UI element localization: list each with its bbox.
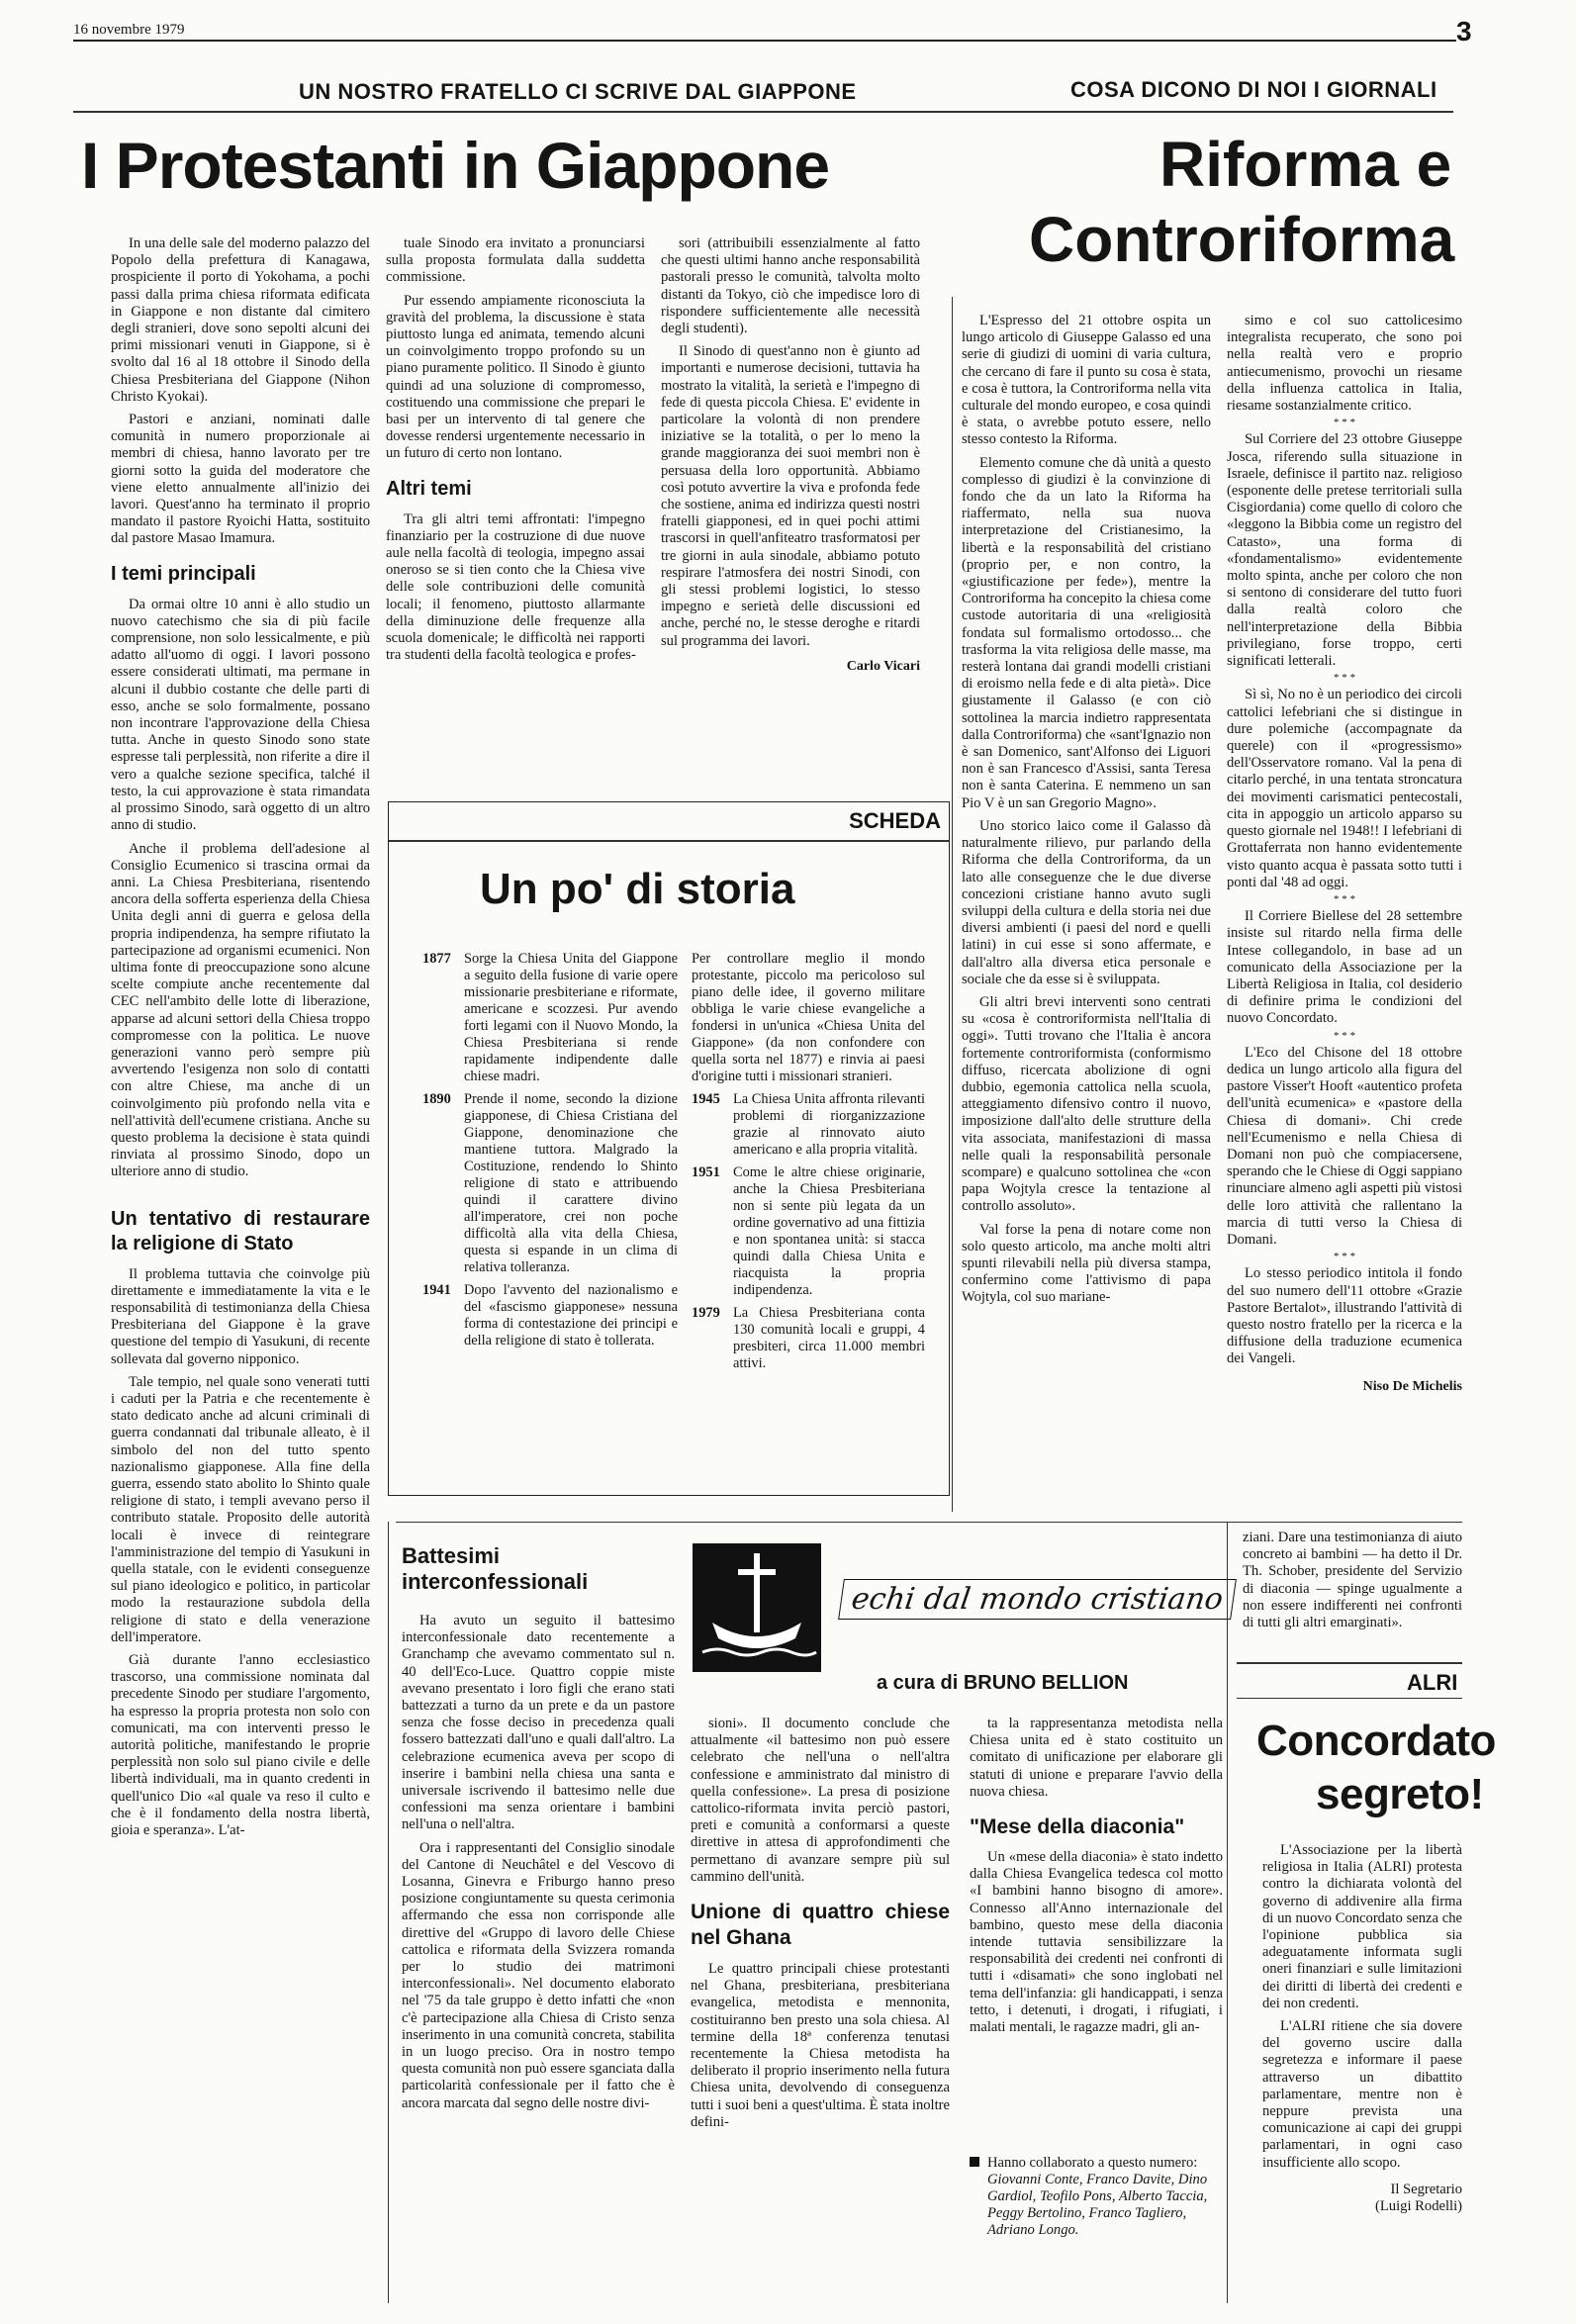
paragraph: ta la rappresentanza metodista nella Chiesa unita ed è stato costituito un comitato di unificazione per elaborare gli statuti di unione e preparare l'avvio della nuova chiesa. [970, 1716, 1223, 1800]
history-entry: 1941 Dopo l'avvento del nazionalismo e del «fascismo giapponese» nessuna forma di contestazione dei principi e della religione di stato è tollerata. [422, 1282, 678, 1348]
scheda-label: SCHEDA [849, 808, 941, 833]
subheading-restaurare: Un tentativo di restaurare la religione di Stato [111, 1207, 370, 1255]
history-entry: 1945 La Chiesa Unita affronta rilevanti problemi di riorganizzazione grazie al rinnovato aiuto americano e alla propria vitalità. [692, 1091, 925, 1158]
paragraph: simo e col suo cattolicesimo integralista recuperato, che sono poi nella realtà vero e proprio antiecumenismo, provochi un riesame della influenza cattolica in Italia, riesame sostanzialmente critico. [1227, 313, 1462, 415]
right-article-col2 [1227, 313, 1462, 1395]
separator: * * * [1334, 1251, 1355, 1263]
right-article-title-line2: Controriforma [1029, 204, 1455, 275]
paragraph: Pastori e anziani, nominati dalle comunità in numero proporzionale ai membri di chiesa, hanno lavorato per tre giorni sotto la guida del moderatore che viene eletto annualmente all'inizio dei lavori. Quest'anno ha terminato il proprio mandato il pastore Ryoichi Hatta, sostituito dal pastore Masao Imamura. [111, 412, 370, 547]
paragraph: Un «mese della diaconia» è stato indetto dalla Chiesa Evangelica tedesca col motto «I bambini hanno bisogno di amore». Connesso all'Anno internazionale del bambino, questo mese della diaconia intende tuttavia sensibilizzare la responsabilità dei credenti nei confronti di tutti i «disamati» che sono inglobati nel tema dell'infanzia: gli handicappati, i senza tetto, i detenuti, i drogati, i rifugiati, i malati mentali, le ragazze madri, gli an- [970, 1849, 1223, 2036]
left-article-col1 [111, 235, 370, 1839]
history-entry: 1890 Prende il nome, secondo la dizione giapponese, di Chiesa Cristiana del Giappone, denominazione che mantiene tuttora. Malgrado la Costituzione, rendendo lo Shinto religione di stato e attribuendo quindi il carattere divino all'imperatore, crei non poche difficoltà alla vita della Chiesa, questa si espande in un clima di relativa tolleranza. [422, 1091, 678, 1275]
scheda-title: Un po' di storia [480, 865, 795, 913]
paragraph: Già durante l'anno ecclesiastico trascorso, una commissione nominata dal precedente Sinodo per studiare l'argomento, ha espresso la propria protesta non solo con comunicati, ma con interventi presso le autorità politiche, manifestando le proprie perplessità non solo sul piano civile e delle libertà individuali, ma in quanto credenti in quell'unico Dio «al quale va reso il culto e che è il fondamento della nostra libertà, gioia e speranza». L'at- [111, 1652, 370, 1839]
separator: * * * [1334, 1029, 1355, 1042]
left-article-title: I Protestanti in Giappone [81, 129, 830, 202]
paragraph: Sul Corriere del 23 ottobre Giuseppe Josca, riferendo sulla situazione in Israele, definisce il partito naz. religioso (esponente delle pretese territoriali sulla Cisgiordania) come quello di coloro che «leggono la Bibbia come un registro del Catasto», una forma di «fondamentalismo» evidentemente molto spinta, anche per coloro che non si sentono di considerare del tutto fuori dalla realtà coloro che nell'interpretazione della Bibbia privilegiano, forse troppo, certi significati letterali. [1227, 431, 1462, 670]
left-article-col3 [661, 235, 920, 675]
paragraph: Pur essendo ampiamente riconosciuta la gravità del problema, la discussione è stata piuttosto lunga ed animata, temendo alcuni un coinvolgimento troppo profondo su un piano puramente politico. Il Sinodo è giunto quindi ad una soluzione di compromesso, costituendo una commissione che prepari le basi per un intervento di tal genere che dovesse rendersi urgentemente necessario in un futuro di certo non lontano. [386, 292, 645, 462]
collaborators-note: Hanno collaborato a questo numero: Giovanni Conte, Franco Davite, Dino Gardiol, Teofilo Pons, Alberto Taccia, Peggy Bertolino, Franco Tagliero, Adriano Longo. [970, 2155, 1223, 2239]
alri-sign-name: (Luigi Rodelli) [1375, 2198, 1462, 2215]
right-article-kicker: COSA DICONO DI NOI I GIORNALI [1070, 77, 1437, 102]
paragraph: L'ALRI ritiene che sia dovere del governo uscire dalla segretezza e informare il paese attraverso un dibattito parlamentare, mentre non è neppure prevista una comunicazione ai capi dei gruppi parlamentari, in ogni caso insufficiente allo scopo. [1262, 2018, 1462, 2171]
page-number: 3 [1456, 16, 1472, 46]
paragraph: Val forse la pena di notare come non solo questo articolo, ma anche molti altri spunti rilevabili nella più diversa stampa, confermino come l'attivismo di papa Wojtyla, col suo mariane- [962, 1221, 1211, 1306]
alri-rule [1227, 1522, 1228, 2303]
history-entry: 1877 Sorge la Chiesa Unita del Giappone a seguito della fusione di varie opere missionarie presbiteriane e riformate, americane e scozzesi. Pur avendo forti legami con il Nuovo Mondo, la Chiesa Presbiteriana si rende rapidamente indipendente dalle chiese madri. [422, 951, 678, 1084]
paragraph: Sì sì, No no è un periodico dei circoli cattolici lefebriani che si distingue in dure polemiche (accompagnate da querele) con il «progressismo» dell'Osservatore romano. Val la pena di citarlo perché, in una tentata stroncatura dei movimenti carismatici pentecostali, cita in appoggio un articolo apparso su questo giornale nel 1948!! I lefebriani di Grottaferrata non hanno evidentemente visto quanto acqua è passata sotto tutti i ponti dal '48 ad oggi. [1227, 687, 1462, 890]
ghana-subheading: Unione di quattro chiese nel Ghana [691, 1901, 950, 1950]
paragraph: Gli altri brevi interventi sono centrati su «cosa è controriformista nell'Italia di oggi». Tutti trovano che l'Italia è ancora fortemente controriformista (conformismo diffuso, ricercata abolizione di ogni dubbio, egemonia cattolica nella scuola, atteggiamento difensivo contro il nuovo, imposizione dall'alto delle strutture della vita associata, manifestazioni di massa nelle quali la responsabilità personale scompare) e qualcuno sottolinea che «con papa Wojtyla cresce la tentazione al controllo assoluto». [962, 993, 1211, 1215]
paragraph: L'Espresso del 21 ottobre ospita un lungo articolo di Giuseppe Galasso ed una serie di giudizi di uomini di varia cultura, che cercano di fare il punto su cosa è stata, e cosa è tuttora, la Controriforma nella vita culturale del mondo europeo, e cosa quindi è stata, o avrebbe potuto essere, nello stesso contesto la Riforma. [962, 313, 1211, 448]
boat-cross-icon [693, 1543, 821, 1672]
paragraph: sioni». Il documento conclude che attualmente «il battesimo non può essere celebrato che nell'una o nell'altra confessione e amministrato dal ministro di quella confessione». La presa di posizione cattolico-riformata invita perciò pastori, preti e comunità a conformarsi a queste direttive in attesa di approfondimenti che permettano di avanzare sempre più sul cammino dell'unità. [691, 1716, 950, 1885]
paragraph: Il Corriere Biellese del 28 settembre insiste sul ritardo nella firma delle Intese collegandolo, in base ad un comunicato della Associazione per la Libertà Religiosa in Italia, col desiderio di definire prima le condizioni del nuovo Concordato. [1227, 908, 1462, 1027]
issue-date: 16 novembre 1979 [73, 22, 185, 38]
alri-label-rule [1237, 1698, 1462, 1699]
alri-sign-role: Il Segretario [1390, 2181, 1462, 2197]
paragraph: tuale Sinodo era invitato a pronunciarsi sulla proposta formulata dalla suddetta commissione. [386, 235, 645, 286]
left-article-signature: Carlo Vicari [846, 658, 920, 674]
alri-title-line2: segreto! [1316, 1770, 1484, 1818]
separator: * * * [1334, 672, 1355, 685]
paragraph: L'Associazione per la libertà religiosa in Italia (ALRI) protesta contro la dichiarata volontà del governo di addivenire alla firma di un nuovo Concordato senza che l'opinione pubblica sia adeguatamente informata sugli oneri finanziari e sulle limitazioni dei diritti di libertà dei credenti e dei non credenti. [1262, 1842, 1462, 2011]
separator: * * * [1334, 417, 1355, 429]
collaborators-names: Giovanni Conte, Franco Davite, Dino Gardiol, Teofilo Pons, Alberto Taccia, Peggy Bertolino, Franco Tagliero, Adriano Longo. [987, 2172, 1208, 2238]
right-article-col1 [962, 313, 1211, 1307]
subheading-temi: I temi principali [111, 562, 256, 585]
battesimi-title: Battesimi interconfessionali [402, 1543, 589, 1594]
paragraph: Elemento comune che dà unità a questo complesso di giudizi è la convinzione di fondo che da un lato la Riforma ha riaffermato, nella sua nuova interpretazione del Cristianesimo, la libertà e la responsabilità del cristiano (proprio per, e non contro, la «giustificazione per fede»), mentre la Controriforma ha concepito la chiesa come custode autoritaria di una «religiosità fondata sul formalismo ortodosso... che trasforma la vita religiosa delle masse, ma resterà lontana dai grandi modelli cristiani di eroismo nella fede e di alta pietà». Dice giustamente il Galasso (e con ciò sottolinea la marcia indietro rappresentata dalla Controriforma) che «sant'Ignazio non è san Domenico, sant'Alfonso dei Liguori non è san Francesco d'Assisi, santa Teresa non è santa Caterina. E nemmeno un san Pio V è un san Gregorio Magno». [962, 454, 1211, 811]
diaconia-subheading: "Mese della diaconia" [970, 1815, 1185, 1839]
left-article-kicker: UN NOSTRO FRATELLO CI SCRIVE DAL GIAPPONE [299, 79, 857, 104]
paragraph: Il Sinodo di quest'anno non è giunto ad importanti e numerose decisioni, tuttavia ha mostrato la vitalità, la serietà e l'impegno di fede di questa piccola Chiesa. E' evidente in particolare la volontà di non prendere iniziative se la totalità, o per lo meno la grande maggioranza dei suoi membri non è persuasa della loro opportunità. Abbiamo così potuto avvertire la viva e profonda fede che sostiene, anima ed indirizza questi nostri fratelli giapponesi, ed in quei pochi attimi trascorsi in quell'anfiteatro trasformatosi per tre giorni in aula sinodale, abbiamo potuto respirare l'atmosfera dei nostri Sinodi, con gli stessi problemi logistici, lo stesso impegno e serietà delle discussioni ed anche, perché no, le stesse deroghe e ritardi sul programma dei lavori. [661, 343, 920, 649]
alri-top-rule [1237, 1662, 1462, 1664]
subheading-altri-temi: Altri temi [386, 477, 472, 500]
bottom-section-rule [396, 1522, 1462, 1523]
paragraph: Tale tempio, nel quale sono venerati tutti i caduti per la Patria e che recentemente è stato dedicato anche ad alcuni criminali di guerra condannati dal tribunale alleato, è il simbolo del non del tutto spento nazionalismo giapponese. Alla fine della guerra, essendo stato abolito lo Shinto quale religione di stato, i templi avevano perso il contributo statale. Proposito delle autorità locali è invece di reintegrare l'amministrazione del tempio di Yasukuni in quella statale, con le evidenti conseguenze sul piano ideologico e politico, in particolar modo la restaurazione subdola della religione di stato e della venerazione dell'imperatore. [111, 1373, 370, 1645]
history-entry: 1951 Come le altre chiese originarie, anche la Chiesa Presbiteriana non si sente più legata da un ordine governativo ad una fittizia e non spontanea unità: si stacca quindi dalla Chiesa Unita e riacquista la propria indipendenza. [692, 1164, 925, 1298]
echi-title: echi dal mondo cristiano [838, 1579, 1237, 1620]
paragraph: Il problema tuttavia che coinvolge più direttamente e immediatamente la vita e le responsabilità di testimonianza della Chiesa Presbiteriana del Giappone è la grave questione del tempio di Yasukuni, di recente sollevata dal governo nipponico. [111, 1265, 370, 1367]
paragraph: Uno storico laico come il Galasso dà naturalmente rilievo, pur parlando della Riforma che della Controriforma, da un lato alle conseguenze che le due diverse concezioni cristiane hanno avuto sugli sviluppi della cultura e della storia nei due diversi ambienti (i paesi del nord e quelli latini) in cui esse si sono affermate, e dall'altro alla diversa etica personale e sociale che da esse si è sviluppata. [962, 817, 1211, 987]
header-rule [73, 40, 1456, 42]
paragraph: Tra gli altri temi affrontati: l'impegno finanziario per la costruzione di due nuove aule nella facoltà di teologia, impegno assai oneroso se si tien conto che la Chiesa vive delle sole contribuzioni delle comunità locali; il fenomeno, piuttosto allarmante della diminuzione delle frequenze alla scuola domenicale; le difficoltà nei rapporti tra studenti della facoltà teologica e profes- [386, 511, 645, 664]
column-rule [952, 297, 953, 1512]
alri-title-line1: Concordato [1256, 1717, 1496, 1765]
history-entry: 1979 La Chiesa Presbiteriana conta 130 comunità locali e gruppi, 4 presbiteri, circa 11.000 membri attivi. [692, 1305, 925, 1371]
bullet-square-icon [970, 2157, 979, 2167]
paragraph: Ha avuto un seguito il battesimo interconfessionale dato recentemente a Granchamp che avevamo commentato sul n. 40 dell'Eco-Luce. Quattro coppie miste avevano presentato i loro figli che erano stati battezzati a turno da un prete e da un pastore senza che fosse deciso in precedenza quali fossero battezzati dall'uno e quali dall'altro. La celebrazione ecumenica aveva per scopo di inserire i bambini nella chiesa una santa e universale iscrivendo il battesimo nelle due confessioni ma senza orientare i bambini nell'una o nell'altra. [402, 1613, 675, 1833]
scheda-col-right [692, 951, 925, 1378]
echi-col2 [1243, 1530, 1462, 1631]
paragraph: Le quattro principali chiese protestanti nel Ghana, presbiteriana, presbiteriana evangelica, metodista e mennonita, costituiranno ben presto una sola chiesa. Al termine della 18ª conferenza tenutasi recentemente la Chiesa metodista ha deliberato il proprio inserimento nella futura Chiesa unita, devolvendo di conseguenza tutti i suoi beni a quest'ultima. È stata inoltre defini- [691, 1961, 950, 2130]
paragraph: ziani. Dare una testimonianza di aiuto concreto ai bambini — ha detto il Dr. Th. Schober, presidente del Servizio di diaconia — spinge ugualmente a non essere indifferenti nei confronti di tutti gli altri emarginati». [1243, 1530, 1462, 1631]
left-article-col2 [386, 235, 645, 664]
history-intro: Per controllare meglio il mondo protestante, piccolo ma pericoloso sul piano delle idee, il governo militare obbliga le varie chiese evangeliche a fondersi in un'unica «Chiesa Unita del Giappone» (da non confondere con quella sorta nel 1877) e rinvia ai paesi d'origine tutti i missionari stranieri. [692, 951, 925, 1084]
right-article-title-line1: Riforma e [1159, 129, 1452, 200]
scheda-box [388, 801, 950, 1496]
paragraph: In una delle sale del moderno palazzo del Popolo della prefettura di Kanagawa, prospiciente il porto di Yokohama, a pochi passi dalla prima chiesa riformata edificata in Giappone e non distante dal cimitero degli stranieri, dove sono sepolti alcuni dei primi missionari venuti in Giappone, si è svolto dal 16 al 18 ottobre il Sinodo della Chiesa Presbiteriana del Giappone (Nihon Christo Kyokai). [111, 235, 370, 405]
alri-label: ALRI [1407, 1670, 1458, 1695]
bottom-left-rule [388, 1522, 389, 2303]
paragraph: Lo stesso periodico intitola il fondo del suo numero dell'11 ottobre «Grazie Pastore Bertalot», illustrando l'attività di questo nostro fratello per la ricerca e la diffusione della traduzione ecumenica dei Vangeli. [1227, 1265, 1462, 1367]
paragraph: Anche il problema dell'adesione al Consiglio Ecumenico si trascina ormai da anni. La Chiesa Presbiteriana, risentendo ancora della sofferta esperienza della Chiesa Unita degli anni di guerra e gelosa della propria indipendenza, ha sempre rifiutato la partecipazione ad organismi ecumenici. Non ultima fonte di preoccupazione sono alcune scelte compiute anche recentemente dal CEC nell'ambito delle lotte di liberazione, apparse ad alcuni settori della Chiesa troppo compromesse con la politica. Le nuove generazioni vanno però sempre più avvertendo l'esigenza non solo di contatti con altre Chiese, ma anche di un coinvolgimento più profondo nella vita e nell'attività dell'ecumene cristiana. Anche su questo problema la decisione è stata quindi rinviata al prossimo Sinodo, dopo un ulteriore anno di studio. [111, 840, 370, 1180]
echi-col1 [970, 1716, 1223, 2036]
separator: * * * [1334, 892, 1355, 905]
kicker-rule [73, 111, 1453, 113]
right-article-signature: Niso De Michelis [1362, 1378, 1462, 1394]
echi-byline: a cura di BRUNO BELLION [877, 1672, 1129, 1694]
paragraph: Ora i rappresentanti del Consiglio sinodale del Cantone di Neuchâtel e del Vescovo di Losanna, Ginevra e Friburgo hanno preso posizione congiuntamente su questa cerimonia affermando che essa non corrisponde alle direttive del «Gruppo di lavoro delle Chiese cattolica e riformata della Svizzera romanda per lo studio dei matrimoni interconfessionali». Nel documento elaborato nel '75 da tale gruppo è detto infatti che «non c'è partecipazione alla Chiesa di Cristo senza inserimento in una comunità concreta, stabilita in un luogo preciso. Ora in nostro tempo questa comunità non può essere sganciata dalla particolarità confessionale per il fatto che è ancora marcata dal segno delle nostre divi- [402, 1839, 675, 2111]
battesimi-col1 [402, 1613, 675, 2112]
paragraph: sori (attribuibili essenzialmente al fatto che questi ultimi hanno anche responsabilità pastorali presso le comunità, talvolta molto distanti da Tokyo, ciò che impedisce loro di rispondere sufficientemente alle necessità degli studenti). [661, 235, 920, 337]
battesimi-col2 [691, 1716, 950, 2131]
echi-logo [693, 1543, 821, 1672]
paragraph: Da ormai oltre 10 anni è allo studio un nuovo catechismo che sia di più facile comprensione, non solo lessicalmente, e più adatto all'uomo di oggi. I lavori possono essere considerati ultimati, ma permane in alcuni il dubbio costante che delle parti di esso, anche se solo formalmente, possano non incontrare l'approvazione della Chiesa tutta. Anche in questo Sinodo sono state espresse tali perplessità, non riferite a dire il vero a qualche sezione specifica, talché il testo, la cui approvazione è stata rimandata al prossimo Sinodo, sarà oggetto di un altro anno di studio. [111, 596, 370, 834]
scheda-col-left [422, 951, 678, 1355]
alri-body [1262, 1842, 1462, 2215]
paragraph: L'Eco del Chisone del 18 ottobre dedica un lungo articolo alla figura del pastore Visser't Hooft «autentico profeta dell'unità ecumenica» e «pastore della Chiesa di domani». Chi crede nell'Ecumenismo e nella Chiesa di Domani non può che compiacersene, sperando che le Chiese di Oggi sappiano rinunciare almeno agli aspetti più vistosi delle loro attività che rallentano la marcia di tutti verso la Chiesa di Domani. [1227, 1044, 1462, 1248]
scheda-rule [389, 840, 949, 842]
